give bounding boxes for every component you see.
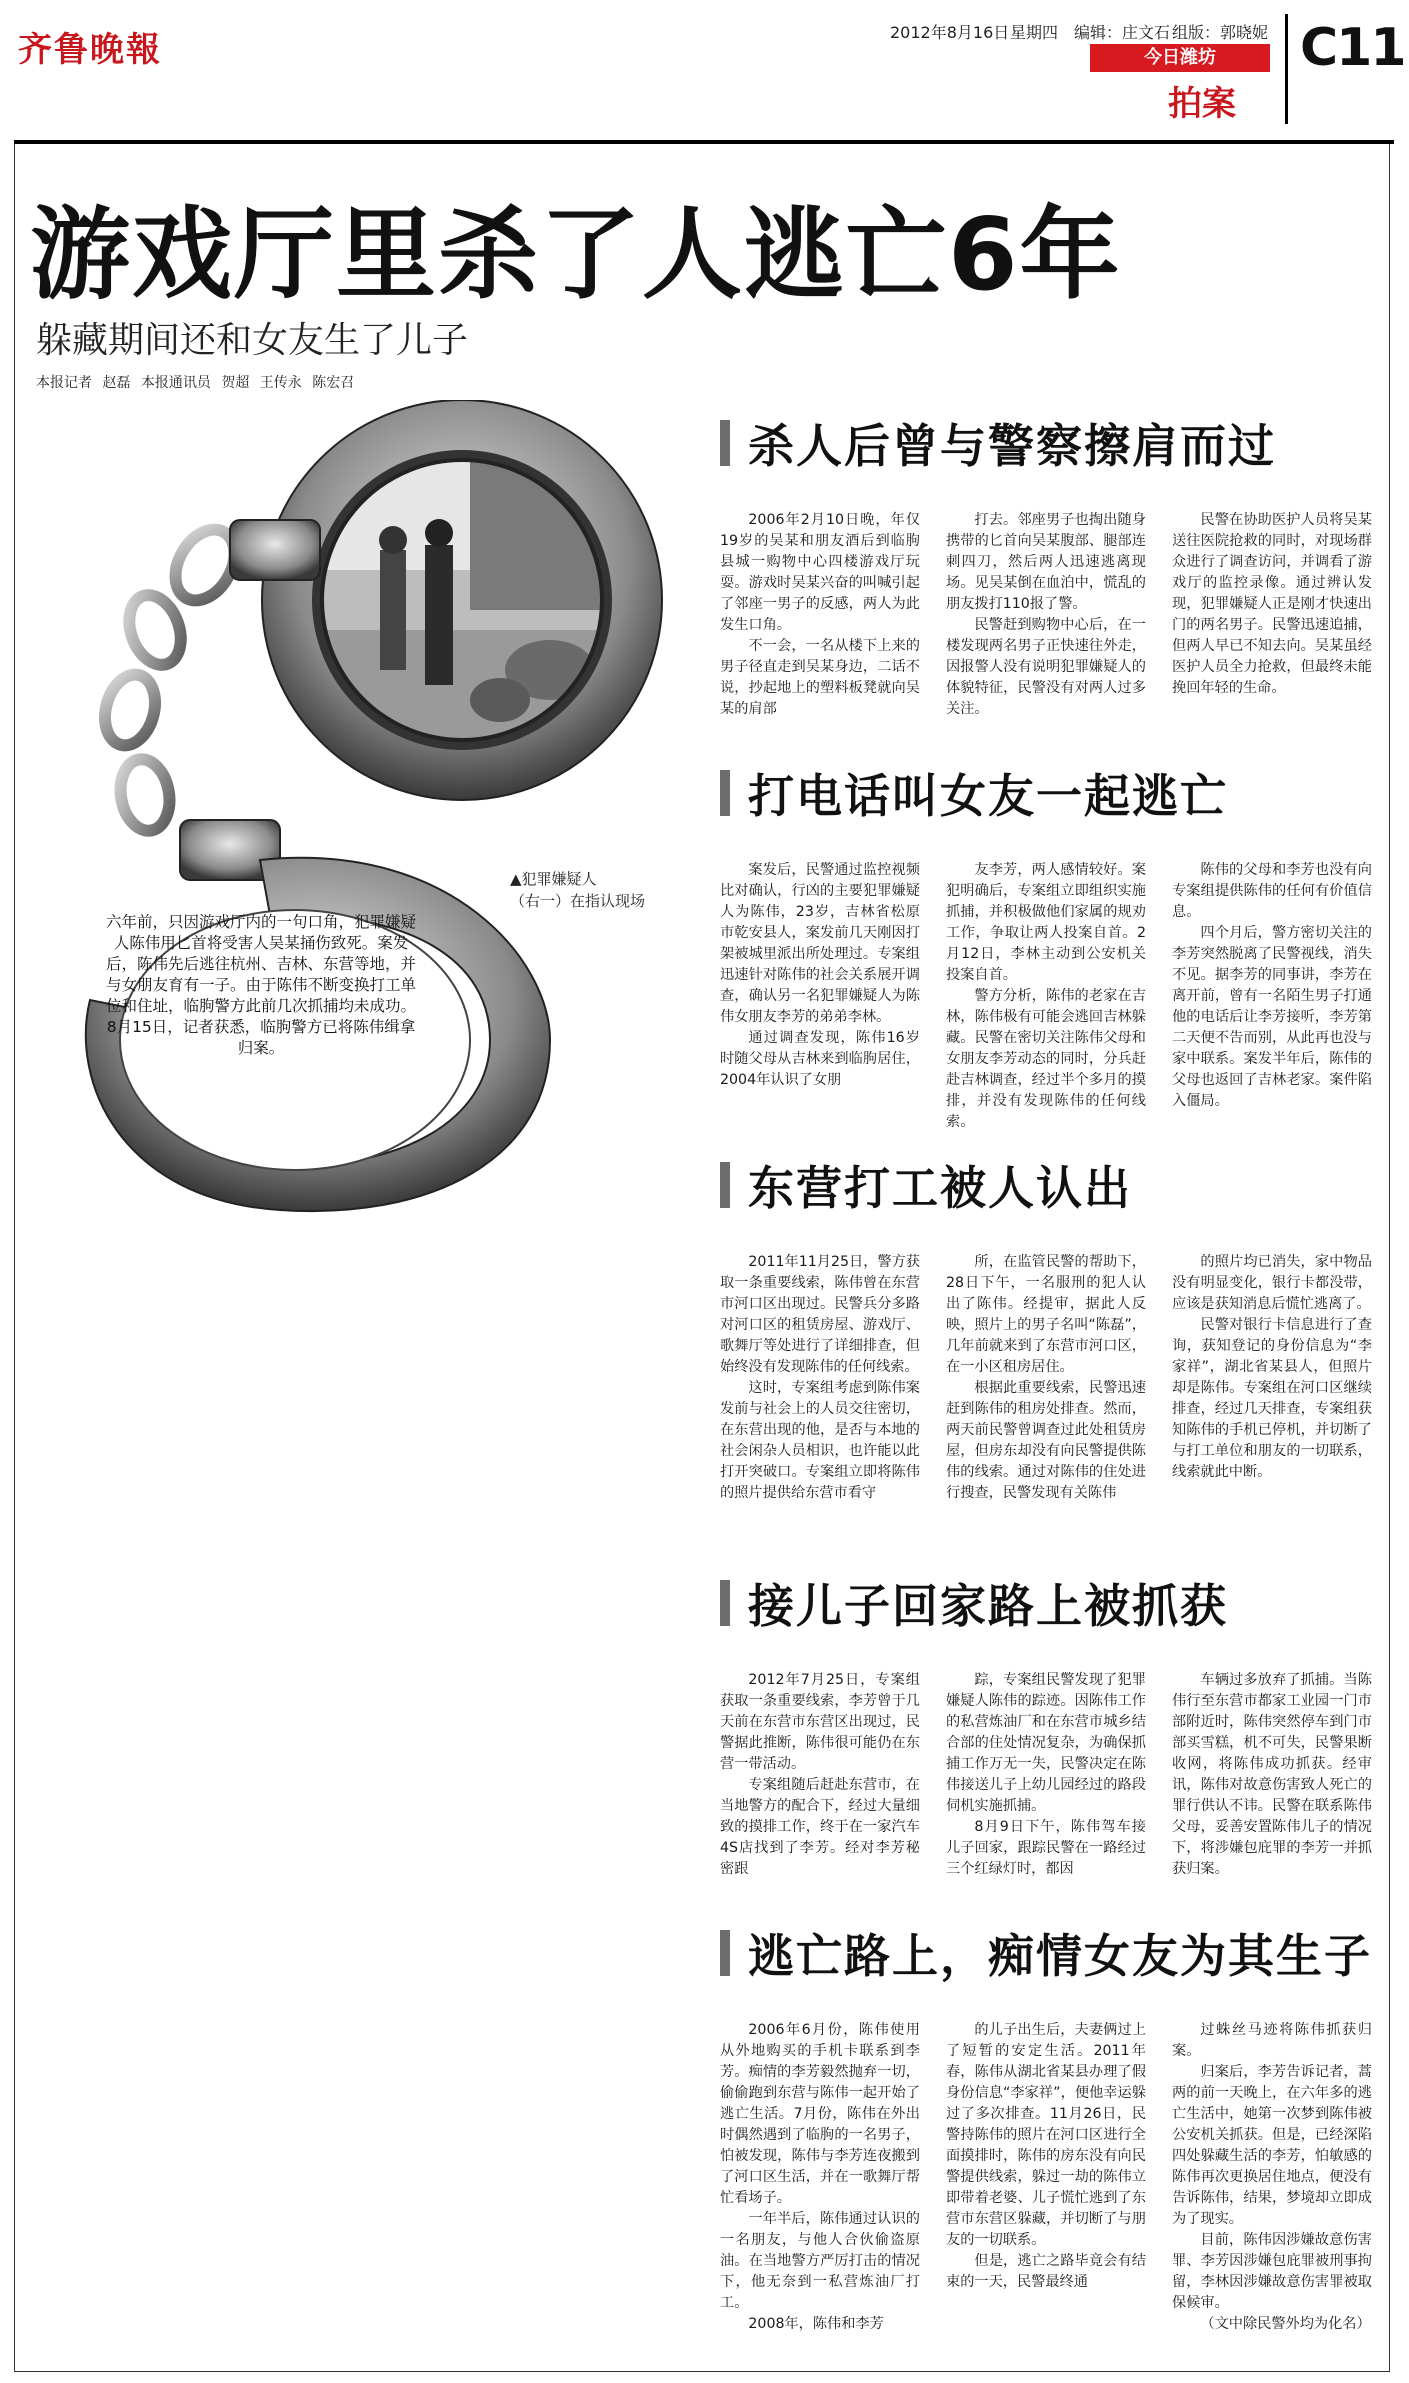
paragraph: 陈伟的父母和李芳也没有向专案组提供陈伟的任何有价值信息。 [1172,862,1372,920]
paragraph: 专案组随后赶赴东营市，在当地警方的配合下，经过大量细致的摸排工作，终于在一家汽车4S店找到了李芳。经对李芳秘密跟 [720,1777,920,1877]
section-marker [720,770,730,816]
paragraph: 所，在监管民警的帮助下，28日下午，一名服刑的犯人认出了陈伟。经提审，据此人反映，照片上的男子名叫“陈磊”，几年前就来到了东营市河口区，在一小区租房居住。 [946,1254,1146,1375]
section-1-header [720,410,1380,476]
paragraph: 的儿子出生后，夫妻俩过上了短暂的安定生活。2011年春，陈伟从湖北省某县办理了假身份信息“李家祥”，便他幸运躲过了多次排查。11月26日，民警持陈伟的照片在河口区进行全面摸排时，陈伟的房东没有向民警提供线索，躲过一劫的陈伟立即带着老婆、儿子慌忙逃到了东营市东营区躲藏，并切断了与朋友的一切联系。 [946,2022,1146,2248]
paragraph: 但是，逃亡之路毕竟会有结束的一天，民警最终通 [946,2253,1146,2290]
section-marker [720,420,730,466]
page-number: C11 [1300,18,1405,78]
article-subheadline: 躲藏期间还和女友生了儿子 [36,320,469,361]
section-2 [720,760,1380,1133]
section-4-title: 接儿子回家路上被抓获 [748,1579,1228,1633]
paragraph: 这时，专案组考虑到陈伟案发前与社会上的人员交往密切，在东营出现的他，是否与本地的社会闲杂人员相识，也许能以此打开突破口。专案组立即将陈伟的照片提供给东营市看守 [720,1380,920,1501]
section-3-header [720,1152,1380,1218]
section-5-title: 逃亡路上，痴情女友为其生子 [748,1929,1372,1983]
paragraph: 的照片均已消失，家中物品没有明显变化，银行卡都没带，应该是获知消息后慌忙逃离了。 [1172,1254,1372,1312]
section-2-column-2 [946,860,1146,1133]
section-5-header [720,1920,1380,1986]
paragraph: 民警赶到购物中心后，在一楼发现两名男子正快速往外走，因报警人没有说明犯罪嫌疑人的体貌特征，民警没有对两人过多关注。 [946,617,1146,717]
article-intro: 六年前，只因游戏厅内的一句口角，犯罪嫌疑人陈伟用匕首将受害人吴某捅伤致死。案发后，陈伟先后逃往杭州、吉林、东营等地，并与女朋友育有一子。由于陈伟不断变换打工单位和住址，临朐警方此前几次抓捕均未成功。8月15日，记者获悉，临朐警方已将陈伟缉拿归案。 [105,913,416,1057]
paragraph: 过蛛丝马迹将陈伟抓获归案。 [1172,2022,1372,2059]
section-3-column-3 [1172,1252,1372,1504]
section-2-header [720,760,1380,826]
photo-caption-line-2: （右一）在指认现场 [510,892,646,910]
top-rule [14,140,1394,144]
paragraph: 不一会，一名从楼下上来的男子径直走到吴某身边，二话不说，抄起地上的塑料板凳就向吴某的肩部 [720,638,920,717]
paragraph: 归案后，李芳告诉记者，蒿两的前一天晚上，在六年多的逃亡生活中，她第一次梦到陈伟被公安机关抓获。但是，已经深陷四处躲藏生活的李芳，怕敏感的陈伟再次更换居住地点，便没有告诉陈伟，结果，梦境却立即成为了现实。 [1172,2064,1372,2227]
paragraph: 2008年，陈伟和李芳 [748,2316,884,2332]
section-4-column-2 [946,1670,1146,1880]
section-5-column-1 [720,2020,920,2335]
paragraph: 踪，专案组民警发现了犯罪嫌疑人陈伟的踪迹。因陈伟工作的私营炼油厂和在东营市城乡结合部的住处情况复杂，为确保抓捕工作万无一失，民警决定在陈伟接送儿子上幼儿园经过的路段伺机实施抓捕。 [946,1672,1146,1814]
section-marker [720,1162,730,1208]
article-headline: 游戏厅里杀了人逃亡6年 [30,196,1122,313]
section-1-title: 杀人后曾与警察擦肩而过 [748,419,1276,473]
section-1-column-3 [1172,510,1372,720]
layout-credit: 组版：郭晓妮 [1172,23,1269,42]
paragraph: （文中除民警外均为化名） [1200,2316,1371,2332]
section-marker [720,1930,730,1976]
section-2-column-1 [720,860,920,1133]
paragraph: 民警在协助医护人员将吴某送往医院抢救的同时，对现场群众进行了调查访问，并调看了游戏厅的监控录像。通过辨认发现，犯罪嫌疑人正是刚才快速出门的两名男子。民警迅速追捕，但两人早已不知去向。吴某虽经医护人员全力抢救，但最终未能挽回年轻的生命。 [1172,512,1372,696]
paragraph: 友李芳，两人感情较好。案犯明确后，专案组立即组织实施抓捕，并积极做他们家属的规劝工作，争取让两人投案自首。2月12日，李林主动到公安机关投案自首。 [946,862,1146,983]
paragraph: 通过调查发现，陈伟16岁时随父母从吉林来到临朐居住，2004年认识了女朋 [720,1030,920,1088]
paragraph: 车辆过多放弃了抓捕。当陈伟行至东营市都家工业园一门市部附近时，陈伟突然停车到门市部买雪糕，机不可失，民警果断收网，将陈伟成功抓获。经审讯，陈伟对故意伤害致人死亡的罪行供认不讳。民警在联系陈伟父母，妥善安置陈伟儿子的情况下，将涉嫌包庇罪的李芳一并抓获归案。 [1172,1672,1372,1877]
paragraph: 警方分析，陈伟的老家在吉林，陈伟极有可能会逃回吉林躲藏。民警在密切关注陈伟父母和女朋友李芳动态的同时，分兵赶赴吉林调查，经过半个多月的摸排，并没有发现陈伟的任何线索。 [946,988,1146,1130]
issue-weekday: 星期四 [1010,23,1059,42]
paragraph: 根据此重要线索，民警迅速赶到陈伟的租房处排查。然而，两天前民警曾调查过此处租赁房屋，但房东却没有向民警提供陈伟的线索。通过对陈伟的住处进行搜查，民警发现有关陈伟 [946,1380,1146,1501]
article-byline: 本报记者 赵磊 本报通讯员 贺超 王传永 陈宏召 [36,375,355,391]
section-2-column-3 [1172,860,1372,1133]
column-name: 拍案 [1168,84,1236,124]
editor-credit: 编辑：庄文石 [1074,23,1171,42]
paragraph: 打去。邻座男子也掏出随身携带的匕首向吴某腹部、腿部连刺四刀，然后两人迅速逃离现场。见吴某倒在血泊中，慌乱的朋友拨打110报了警。 [946,512,1146,612]
paragraph: 2011年11月25日，警方获取一条重要线索，陈伟曾在东营市河口区出现过。民警兵分多路对河口区的租赁房屋、游戏厅、歌舞厅等处进行了详细排查，但始终没有发现陈伟的任何线索。 [720,1254,920,1375]
section-3-title: 东营打工被人认出 [748,1161,1132,1215]
section-3-column-2 [946,1252,1146,1504]
column-tag: 今日潍坊 [1090,44,1270,72]
paragraph: 2006年2月10日晚，年仅19岁的吴某和朋友酒后到临朐县城一购物中心四楼游戏厅玩耍。游戏时吴某兴奋的叫喊引起了邻座一男子的反感，两人为此发生口角。 [720,512,920,633]
paragraph: 民警对银行卡信息进行了查询，获知登记的身份信息为“李家祥”，湖北省某县人，但照片却是陈伟。专案组在河口区继续排查，经过几天排查，专案组获知陈伟的手机已停机，并切断了与打工单位和朋友的一切联系，线索就此中断。 [1172,1317,1372,1480]
section-4 [720,1570,1380,1880]
paragraph: 8月9日下午，陈伟驾车接儿子回家，跟踪民警在一路经过三个红绿灯时，都因 [946,1819,1146,1877]
paragraph: 一年半后，陈伟通过认识的一名朋友，与他人合伙偷盗原油。在当地警方严厉打击的情况下，他无奈到一私营炼油厂打工。 [720,2211,920,2311]
paragraph: 2012年7月25日，专案组获取一条重要线索，李芳曾于几天前在东营市东营区出现过，民警据此推断，陈伟很可能仍在东营一带活动。 [720,1672,920,1772]
section-5 [720,1920,1380,2335]
section-4-column-1 [720,1670,920,1880]
section-4-header [720,1570,1380,1636]
issue-date: 2012年8月16日 [890,23,1010,42]
section-4-column-3 [1172,1670,1372,1880]
paragraph: 目前，陈伟因涉嫌故意伤害罪、李芳因涉嫌包庇罪被刑事拘留，李林因涉嫌故意伤害罪被取保候审。 [1172,2232,1372,2311]
photo-caption [510,868,645,912]
section-3-column-1 [720,1252,920,1504]
section-1-column-2 [946,510,1146,720]
section-5-column-2 [946,2020,1146,2335]
section-1 [720,410,1380,720]
section-marker [720,1580,730,1626]
section-3 [720,1152,1380,1504]
masthead-divider [1285,14,1288,124]
photo-caption-line-1: ▲犯罪嫌疑人 [510,870,597,888]
section-5-column-3 [1172,2020,1372,2335]
paragraph: 四个月后，警方密切关注的李芳突然脱离了民警视线，消失不见。据李芳的同事讲，李芳在离开前，曾有一名陌生男子打通他的电话后让李芳接听，李芳第二天便不告而别，从此再也没与家中联系。案发半年后，陈伟的父母也返回了吉林老家。案件陷入僵局。 [1172,925,1372,1109]
paragraph: 案发后，民警通过监控视频比对确认，行凶的主要犯罪嫌疑人为陈伟，23岁，吉林省松原市乾安县人，案发前几天刚因打架被城里派出所处理过。专案组迅速针对陈伟的社会关系展开调查，确认另一名犯罪嫌疑人为陈伟女朋友李芳的弟弟李林。 [720,862,920,1025]
paragraph: 2006年6月份，陈伟使用从外地购买的手机卡联系到李芳。痴情的李芳毅然抛弃一切，偷偷跑到东营与陈伟一起开始了逃亡生活。7月份，陈伟在外出时偶然遇到了临朐的一名男子，怕被发现，陈伟与李芳连夜搬到了河口区生活，并在一歌舞厅帮忙看场子。 [720,2022,920,2206]
section-2-title: 打电话叫女友一起逃亡 [748,769,1228,823]
section-1-column-1 [720,510,920,720]
newspaper-logo: 齐鲁晚報 [18,30,162,70]
